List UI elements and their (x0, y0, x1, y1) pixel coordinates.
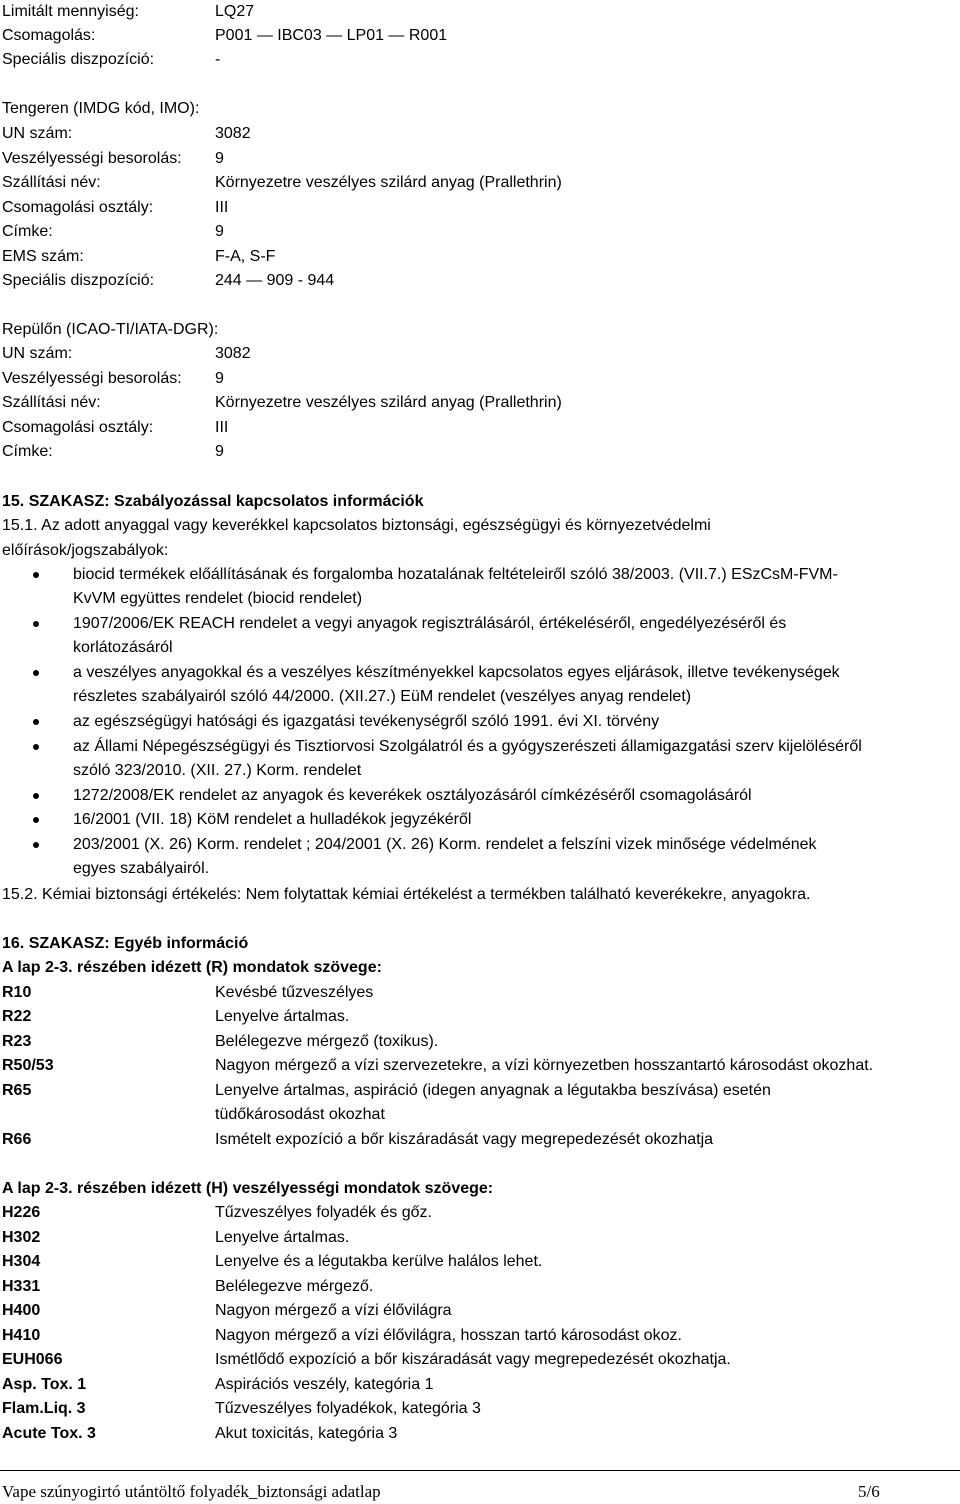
r-phrase-code: R50/53 (2, 1057, 54, 1074)
sea-label: Címke: (2, 223, 53, 240)
air-row (2, 440, 224, 464)
r-phrase-text: Lenyelve ártalmas, aspiráció (idegen anyagnak a légutakba beszívása) esetén (215, 1082, 771, 1099)
r-phrase-text: Belélegezve mérgező (toxikus). (215, 1033, 439, 1050)
r-phrase-text: Lenyelve ártalmas. (215, 1008, 350, 1025)
sea-value: 3082 (215, 125, 251, 142)
sea-row (2, 220, 224, 244)
packaging-value: P001 — IBC03 — LP01 — R001 (215, 27, 448, 44)
section16-heading: 16. SZAKASZ: Egyéb információ (2, 935, 249, 952)
h-phrase-code: H226 (2, 1204, 41, 1221)
regulation-item-text: részletes szabályairól szóló 44/2000. (XII.27.) EüM rendelet (veszélyes anyag rendelet) (73, 688, 692, 705)
bullet-icon (33, 744, 39, 750)
sea-row (2, 269, 335, 293)
h-phrase-text: Lenyelve ártalmas. (215, 1228, 350, 1246)
air-heading: Repülőn (ICAO-TI/IATA-DGR): (2, 321, 219, 338)
sea-row (2, 196, 229, 220)
regulation-item-text: 203/2001 (X. 26) Korm. rendelet ; 204/2001 (X. 26) Korm. rendelet a felszíni vizek minősége védelmének (73, 836, 817, 853)
special-provision-row (2, 48, 221, 72)
air-label: UN szám: (2, 345, 73, 362)
sea-value: Környezetre veszélyes szilárd anyag (Prallethrin) (215, 174, 562, 191)
regulation-item-text: szóló 323/2010. (XII. 27.) Korm. rendelet (73, 762, 362, 779)
h-phrase-text: Tűzveszélyes folyadék és gőz. (215, 1204, 432, 1221)
r-phrase-code: R23 (2, 1033, 32, 1050)
air-value: 3082 (215, 345, 251, 362)
air-label: Veszélyességi besorolás: (2, 369, 182, 387)
air-label: Szállítási név: (2, 394, 101, 411)
sea-value: 9 (215, 149, 224, 167)
packaging-row (2, 24, 448, 48)
air-label: Címke: (2, 443, 53, 460)
air-value: Környezetre veszélyes szilárd anyag (Prallethrin) (215, 394, 562, 411)
h-phrase-text: Akut toxicitás, kategória 3 (215, 1424, 398, 1442)
bullet-icon (33, 670, 39, 676)
air-row (2, 367, 224, 391)
sea-row (2, 122, 251, 146)
h-phrase-text: Lenyelve és a légutakba kerülve halálos lehet. (215, 1253, 543, 1270)
regulation-item-text: 16/2001 (VII. 18) KöM rendelet a hulladékok jegyzékéről (73, 811, 472, 828)
h-phrase-code: EUH066 (2, 1351, 63, 1368)
sea-value: 9 (215, 223, 224, 240)
r-phrase-text: tüdőkárosodást okozhat (215, 1106, 385, 1123)
h-phrase-text: Nagyon mérgező a vízi élővilágra (215, 1302, 452, 1319)
r-phrase-text: Ismételt expozíció a bőr kiszáradását vagy megrepedezését okozhatja (215, 1131, 714, 1148)
sea-value: 244 — 909 - 944 (215, 272, 335, 289)
sea-row (2, 147, 224, 171)
bullet-icon (33, 842, 39, 848)
footer-document-title: Vape szúnyogirtó utántöltő folyadék_biztonsági adatlap (2, 1482, 381, 1501)
h-phrase-text: Tűzveszélyes folyadékok, kategória 3 (215, 1400, 481, 1417)
sea-label: Szállítási név: (2, 174, 101, 191)
h-phrase-code: Acute Tox. 3 (2, 1424, 96, 1442)
h-phrase-text: Belélegezve mérgező. (215, 1277, 374, 1295)
regulation-item-text: korlátozásáról (73, 639, 173, 656)
sea-label: Veszélyességi besorolás: (2, 149, 182, 167)
regulation-item-text: a veszélyes anyagokkal és a veszélyes készítményekkel kapcsolatos egyes eljárások, illetve tevékenységek (73, 664, 840, 681)
h-phrase-code: Asp. Tox. 1 (2, 1375, 87, 1393)
bullet-icon (33, 719, 39, 725)
sea-row (2, 245, 276, 269)
h-phrase-code: H302 (2, 1228, 41, 1246)
air-value: 9 (215, 443, 224, 460)
bullet-icon (33, 621, 39, 627)
limited-qty-value: LQ27 (215, 3, 255, 20)
regulation-item-text: egyes szabályairól. (73, 860, 210, 877)
sea-row (2, 171, 562, 195)
section15-intro-line1: 15.1. Az adott anyaggal vagy keverékkel kapcsolatos biztonsági, egészségügyi és környezetvédelmi (2, 517, 711, 534)
r-phrase-code: R65 (2, 1082, 32, 1099)
sea-label: UN szám: (2, 125, 73, 142)
r-phrase-code: R66 (2, 1131, 32, 1148)
special-provision-label: Speciális diszpozíció: (2, 51, 155, 68)
h-phrase-text: Ismétlődő expozíció a bőr kiszáradását vagy megrepedezését okozhatja. (215, 1351, 731, 1368)
h-phrase-code: Flam.Liq. 3 (2, 1400, 86, 1417)
air-row (2, 416, 229, 440)
section15-heading: 15. SZAKASZ: Szabályozással kapcsolatos információk (2, 493, 424, 510)
h-phrase-code: H400 (2, 1302, 41, 1319)
section15-intro-line2: előírások/jogszabályok: (2, 542, 169, 559)
regulation-item-text: KvVM együttes rendelet (biocid rendelet) (73, 590, 363, 607)
h-phrase-code: H410 (2, 1326, 41, 1344)
sea-label: Csomagolási osztály: (2, 198, 154, 216)
air-value: III (215, 418, 229, 436)
air-value: 9 (215, 369, 224, 387)
air-row (2, 391, 562, 415)
sea-value: F-A, S-F (215, 247, 276, 265)
h-phrases-heading: A lap 2-3. részében idézett (H) veszélyességi mondatok szövege: (2, 1180, 494, 1197)
regulation-item-text: az egészségügyi hatósági és igazgatási tevékenységről szóló 1991. évi XI. törvény (73, 713, 660, 730)
h-phrase-text: Aspirációs veszély, kategória 1 (215, 1375, 434, 1393)
bullet-icon (33, 572, 39, 578)
regulation-item-text: 1272/2008/EK rendelet az anyagok és keverékek osztályozásáról címkézéséről csomagolásáról (73, 787, 752, 804)
footer-page-number: 5/6 (858, 1482, 880, 1501)
special-provision-value: - (215, 51, 221, 68)
regulation-item-text: 1907/2006/EK REACH rendelet a vegyi anyagok regisztrálásáról, értékeléséről, engedélyezéséről és (73, 615, 787, 632)
air-label: Csomagolási osztály: (2, 418, 154, 436)
r-phrase-code: R22 (2, 1008, 32, 1025)
r-phrase-code: R10 (2, 984, 32, 1001)
h-phrase-code: H304 (2, 1253, 41, 1270)
chem-safety-assessment: 15.2. Kémiai biztonsági értékelés: Nem folytattak kémiai értékelést a termékben található keverékekre, anyagokra. (2, 886, 811, 903)
limited-qty-label: Limitált mennyiség: (2, 3, 139, 20)
air-row (2, 342, 251, 366)
r-phrases-heading: A lap 2-3. részében idézett (R) mondatok szövege: (2, 959, 382, 976)
r-phrase-text: Nagyon mérgező a vízi szervezetekre, a vízi környezetben hosszantartó károsodást okozhat. (215, 1057, 874, 1074)
regulation-item-text: biocid termékek előállításának és forgalomba hozatalának feltételeiről szóló 38/2003. (VII.7.) ESzCsM-FVM- (73, 566, 838, 583)
sea-heading: Tengeren (IMDG kód, IMO): (2, 100, 200, 117)
footer-divider (0, 1470, 960, 1471)
sea-label: EMS szám: (2, 247, 84, 265)
r-phrase-text: Kevésbé tűzveszélyes (215, 984, 374, 1001)
regulation-item-text: az Állami Népegészségügyi és Tisztiorvosi Szolgálatról és a gyógyszerészeti államigazgatási szerv kijelöléséről (73, 738, 862, 755)
h-phrase-code: H331 (2, 1277, 41, 1295)
h-phrase-text: Nagyon mérgező a vízi élővilágra, hosszan tartó károsodást okoz. (215, 1326, 682, 1344)
bullet-icon (33, 817, 39, 823)
packaging-label: Csomagolás: (2, 27, 96, 44)
limited-qty-row (2, 0, 255, 24)
sea-label: Speciális diszpozíció: (2, 272, 155, 289)
bullet-icon (33, 793, 39, 799)
sea-value: III (215, 198, 229, 216)
